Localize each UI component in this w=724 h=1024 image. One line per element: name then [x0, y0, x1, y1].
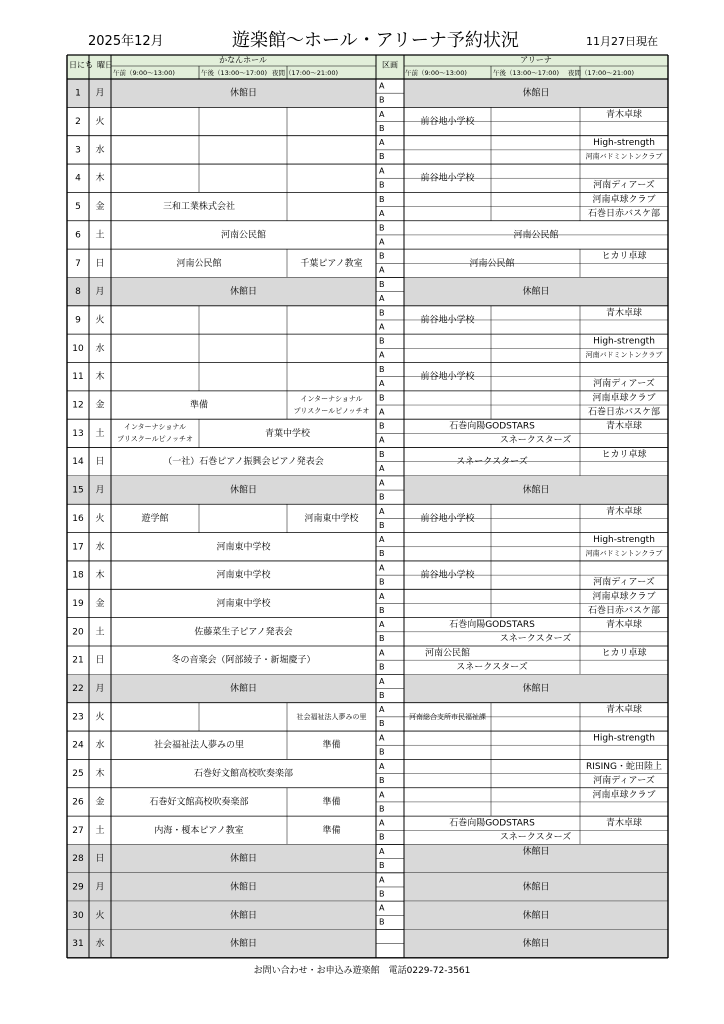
- arena-booking: High-strength: [593, 535, 655, 546]
- section-label: A: [379, 464, 385, 474]
- day-number: 6: [75, 230, 81, 241]
- hall-booking: 河南東中学校: [216, 598, 271, 609]
- hall-booking: 石巻好文館高校吹奏楽部: [149, 797, 249, 808]
- section-label: B: [379, 279, 385, 289]
- section-label: B: [379, 889, 385, 899]
- day-number: 26: [72, 797, 84, 808]
- hall-booking: 準備: [322, 740, 341, 751]
- weekday-label: 木: [95, 769, 105, 780]
- section-label: B: [379, 336, 385, 346]
- arena-booking: 河南バドミントンクラブ: [585, 549, 663, 558]
- hall-booking: 準備: [189, 400, 209, 411]
- arena-booking: 青木卓球: [605, 705, 643, 716]
- hall-booking: 三和工業株式会社: [162, 202, 236, 213]
- hall-booking: 社会福祉法人夢みの里: [296, 712, 367, 721]
- header-section: 区画: [382, 60, 398, 70]
- header-arena-slot: 午前（9:00～13:00): [405, 69, 467, 77]
- day-number: 23: [72, 712, 84, 723]
- arena-booking: 石巻向陽GODSTARS: [449, 818, 535, 829]
- section-label: A: [379, 648, 385, 658]
- page-title: 遊楽館～ホール・アリーナ予約状況: [232, 30, 519, 51]
- hall-booking: （一社）石巻ピアノ振興会ピアノ発表会: [163, 457, 324, 468]
- day-number: 22: [72, 684, 84, 695]
- hall-booking: インターナショナル: [123, 423, 187, 432]
- arena-booking: High-strength: [593, 733, 655, 744]
- weekday-label: 月: [95, 287, 105, 298]
- hall-booking: 佐藤菜生子ピアノ発表会: [194, 627, 293, 638]
- section-label: B: [379, 95, 385, 105]
- section-label: B: [379, 747, 385, 757]
- weekday-label: 火: [95, 513, 105, 524]
- weekday-label: 火: [95, 315, 105, 326]
- arena-booking: 河南公民館: [424, 648, 471, 659]
- section-label: A: [379, 322, 385, 332]
- hall-booking: 冬の音楽会（阿部綾子・新堀慶子）: [171, 655, 316, 666]
- section-label: B: [379, 393, 385, 403]
- section-label: A: [379, 81, 385, 91]
- section-label: B: [379, 492, 385, 502]
- section-label: A: [379, 535, 385, 545]
- arena-booking: 河南卓球クラブ: [592, 393, 656, 404]
- header-arena-slot: 夜間（17:00～21:00): [568, 69, 634, 77]
- section-label: A: [379, 407, 385, 417]
- arena-booking: 石巻向陽GODSTARS: [449, 421, 535, 432]
- day-number: 20: [72, 627, 84, 638]
- day-number: 3: [75, 145, 81, 156]
- hall-booking: 河南東中学校: [304, 513, 359, 524]
- weekday-label: 土: [95, 825, 105, 836]
- section-label: B: [379, 832, 385, 842]
- day-number: 1: [75, 88, 81, 99]
- weekday-label: 金: [95, 202, 105, 213]
- arena-booking: 前谷地小学校: [420, 513, 475, 524]
- arena-booking: 前谷地小学校: [420, 315, 475, 326]
- section-label: A: [379, 903, 385, 913]
- section-label: A: [379, 237, 385, 247]
- arena-booking: 河南公民館: [469, 258, 515, 269]
- section-label: B: [379, 690, 385, 700]
- arena-booking: 青木卓球: [605, 109, 643, 120]
- section-label: B: [379, 223, 385, 233]
- section-label: A: [379, 379, 385, 388]
- section-label: B: [379, 719, 385, 729]
- day-number: 12: [72, 400, 84, 411]
- day-number: 5: [75, 202, 81, 213]
- weekday-label: 金: [95, 598, 105, 609]
- day-number: 11: [72, 372, 84, 383]
- arena-booking: 前谷地小学校: [420, 372, 475, 383]
- hall-booking: 河南東中学校: [216, 542, 271, 553]
- weekday-label: 月: [95, 882, 105, 893]
- weekday-label: 木: [95, 570, 105, 581]
- arena-booking: 休館日: [522, 882, 550, 893]
- arena-booking: 青木卓球: [605, 506, 643, 517]
- section-label: A: [379, 208, 385, 218]
- hall-booking: プリスクールピノッチオ: [293, 406, 370, 415]
- weekday-label: 水: [95, 145, 105, 156]
- section-label: B: [379, 634, 385, 644]
- day-number: 29: [72, 882, 84, 893]
- weekday-label: 水: [95, 542, 105, 553]
- section-label: A: [379, 705, 385, 715]
- month-label: 2025年12月: [88, 34, 164, 49]
- day-number: 10: [72, 343, 84, 354]
- arena-booking: 河南卓球クラブ: [592, 790, 656, 801]
- hall-booking: 河南公民館: [220, 230, 267, 241]
- as-of-date: 11月27日現在: [586, 35, 658, 48]
- day-number: 17: [72, 542, 84, 553]
- arena-booking: スネークスターズ: [456, 457, 528, 468]
- hall-booking: 社会福祉法人夢みの里: [153, 740, 245, 751]
- section-label: B: [379, 365, 385, 374]
- hall-booking: 休館日: [229, 854, 258, 865]
- section-label: B: [379, 180, 385, 190]
- arena-booking: ヒカリ卓球: [601, 648, 647, 659]
- header-arena-slot: 午後（13:00～17:00): [493, 69, 559, 77]
- hall-booking: 準備: [322, 797, 341, 808]
- section-label: A: [379, 733, 385, 743]
- day-number: 27: [72, 825, 84, 836]
- header-hall-slot: 午前（9:00～13:00): [113, 69, 175, 77]
- section-label: A: [379, 109, 385, 119]
- weekday-label: 木: [95, 372, 105, 383]
- section-label: B: [379, 804, 385, 814]
- weekday-label: 木: [95, 173, 105, 184]
- arena-booking: ヒカリ卓球: [601, 450, 647, 461]
- arena-booking: 休館日: [522, 88, 550, 99]
- section-label: B: [379, 194, 385, 204]
- day-number: 15: [72, 485, 84, 496]
- weekday-label: 土: [95, 627, 105, 638]
- hall-booking: 休館日: [229, 684, 258, 695]
- contact-footer: お問い合わせ・お申込み遊楽館 電話0229-72-3561: [253, 966, 471, 976]
- day-number: 13: [72, 428, 84, 439]
- day-number: 8: [75, 287, 81, 298]
- section-label: B: [379, 450, 385, 460]
- arena-booking: 休館日: [522, 846, 550, 857]
- section-label: B: [379, 421, 385, 431]
- weekday-label: 火: [95, 117, 105, 128]
- arena-booking: RISING・蛇田陸上: [586, 761, 662, 772]
- arena-booking: 休館日: [522, 910, 550, 921]
- arena-booking: 前谷地小学校: [420, 117, 475, 128]
- day-number: 25: [72, 769, 84, 780]
- section-label: A: [379, 620, 385, 630]
- hall-booking: 河南東中学校: [216, 570, 271, 581]
- section-label: B: [379, 860, 385, 870]
- weekday-label: 金: [95, 797, 105, 808]
- header-arena: アリーナ: [520, 55, 552, 65]
- day-number: 30: [72, 910, 84, 921]
- weekday-label: 日: [95, 258, 105, 269]
- day-number: 18: [72, 570, 84, 581]
- section-label: A: [379, 875, 385, 885]
- hall-booking: 休館日: [229, 287, 258, 298]
- section-label: A: [379, 293, 385, 303]
- arena-booking: High-strength: [593, 336, 655, 347]
- hall-booking: 休館日: [229, 485, 258, 496]
- section-label: A: [379, 761, 385, 771]
- arena-booking: 石巻向陽GODSTARS: [449, 620, 535, 631]
- weekday-label: 日: [95, 854, 105, 865]
- day-number: 24: [72, 740, 84, 751]
- arena-booking: 河南ディアーズ: [593, 180, 655, 191]
- section-label: B: [379, 775, 385, 785]
- hall-booking: 千葉ピアノ教室: [300, 258, 363, 269]
- arena-booking: 休館日: [522, 287, 550, 298]
- section-label: A: [379, 818, 385, 828]
- section-label: B: [379, 308, 385, 318]
- weekday-label: 水: [95, 343, 105, 354]
- arena-booking: 河南バドミントンクラブ: [585, 152, 663, 161]
- section-label: A: [379, 478, 385, 488]
- section-label: A: [379, 166, 385, 176]
- weekday-label: 火: [95, 910, 105, 921]
- arena-booking: 前谷地小学校: [420, 173, 475, 184]
- section-label: A: [379, 350, 385, 360]
- hall-booking: 河南公民館: [176, 258, 222, 269]
- hall-booking: 石巻好文館高校吹奏楽部: [193, 769, 294, 780]
- weekday-label: 土: [95, 230, 105, 241]
- arena-booking: 河南公民館: [513, 230, 559, 241]
- section-label: B: [379, 605, 385, 615]
- weekday-label: 火: [95, 712, 105, 723]
- hall-booking: 休館日: [229, 939, 258, 950]
- arena-booking: 河南バドミントンクラブ: [585, 351, 663, 360]
- weekday-label: 日: [95, 655, 105, 666]
- arena-booking: High-strength: [593, 138, 655, 149]
- arena-booking: 河南総合支所市民福祉課: [409, 712, 486, 721]
- hall-booking: 青葉中学校: [264, 428, 311, 439]
- weekday-label: 月: [95, 88, 105, 99]
- weekday-label: 月: [95, 684, 105, 695]
- arena-booking: 休館日: [522, 485, 550, 496]
- arena-booking: 青木卓球: [605, 421, 643, 432]
- header-weekday: 曜日: [97, 60, 113, 70]
- section-label: B: [379, 549, 385, 559]
- day-number: 14: [72, 457, 84, 468]
- hall-booking: プリスクールピノッチオ: [117, 435, 193, 444]
- section-label: A: [379, 676, 385, 686]
- arena-booking: 青木卓球: [605, 818, 643, 829]
- arena-booking: 河南ディアーズ: [593, 775, 655, 786]
- weekday-label: 日: [95, 457, 105, 468]
- day-number: 7: [75, 258, 81, 269]
- hall-booking: 遊学館: [141, 513, 169, 524]
- day-number: 4: [75, 173, 81, 184]
- section-label: A: [379, 846, 385, 856]
- arena-booking: 石巻日赤バスケ部: [587, 605, 661, 616]
- hall-booking: 休館日: [229, 882, 258, 893]
- header-date: 日にち: [69, 60, 93, 70]
- section-label: A: [379, 790, 385, 800]
- weekday-label: 金: [95, 400, 105, 411]
- day-number: 31: [72, 939, 84, 950]
- header-hall-slot: 午後（13:00～17:00): [201, 69, 267, 77]
- arena-booking: 河南卓球クラブ: [592, 194, 656, 205]
- section-label: A: [379, 591, 385, 601]
- hall-booking: インターナショナル: [300, 394, 363, 403]
- day-number: 21: [72, 655, 84, 666]
- arena-booking: 河南卓球クラブ: [592, 591, 656, 602]
- day-number: 28: [72, 854, 84, 865]
- arena-booking: ヒカリ卓球: [601, 251, 647, 262]
- section-label: A: [379, 138, 385, 148]
- hall-booking: 準備: [322, 825, 341, 836]
- section-label: A: [379, 435, 385, 445]
- arena-booking: 青木卓球: [605, 620, 643, 631]
- arena-booking: スネークスターズ: [499, 832, 572, 843]
- section-label: A: [379, 563, 385, 573]
- arena-booking: スネークスターズ: [499, 634, 572, 645]
- section-label: A: [379, 265, 385, 275]
- hall-booking: 休館日: [229, 88, 258, 99]
- section-label: B: [379, 152, 385, 162]
- arena-booking: 河南ディアーズ: [593, 577, 655, 588]
- day-number: 9: [75, 315, 81, 326]
- arena-booking: 前谷地小学校: [420, 570, 475, 581]
- section-label: A: [379, 506, 385, 516]
- arena-booking: 休館日: [522, 684, 550, 695]
- section-label: B: [379, 520, 385, 530]
- header-hall: かなんホール: [219, 55, 267, 65]
- section-label: B: [379, 662, 385, 672]
- hall-booking: 内海・榎本ピアノ教室: [154, 825, 244, 836]
- arena-booking: スネークスターズ: [456, 662, 528, 673]
- arena-booking: 石巻日赤バスケ部: [587, 407, 661, 418]
- weekday-label: 水: [95, 740, 105, 751]
- day-number: 2: [75, 117, 81, 128]
- arena-booking: スネークスターズ: [499, 435, 572, 446]
- weekday-label: 月: [95, 485, 105, 496]
- section-label: B: [379, 123, 385, 133]
- arena-booking: 石巻日赤バスケ部: [587, 208, 661, 219]
- weekday-label: 土: [95, 428, 105, 439]
- weekday-label: 水: [95, 939, 105, 950]
- day-number: 19: [72, 598, 84, 609]
- section-label: B: [379, 917, 385, 927]
- hall-booking: 休館日: [229, 910, 258, 921]
- day-number: 16: [72, 513, 84, 524]
- header-hall-slot: 夜間（17:00～21:00): [272, 69, 338, 77]
- arena-booking: 青木卓球: [605, 308, 643, 319]
- section-label: B: [379, 251, 385, 261]
- arena-booking: 休館日: [522, 939, 550, 950]
- section-label: B: [379, 577, 385, 587]
- arena-booking: 河南ディアーズ: [593, 379, 655, 389]
